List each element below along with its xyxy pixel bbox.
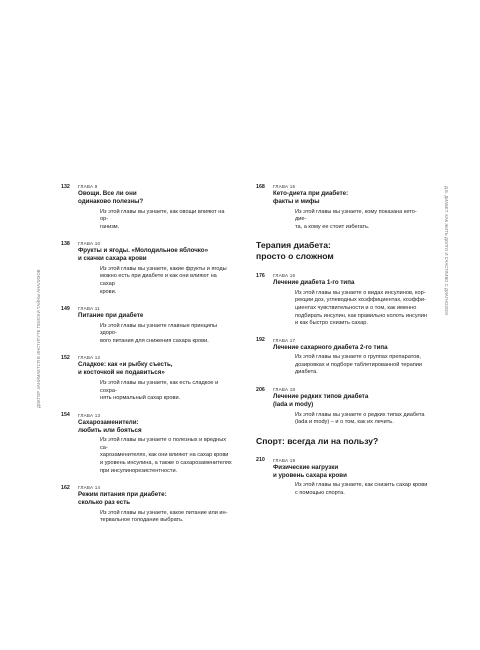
chapter-title-line: Режим питания при диабете:: [78, 491, 167, 499]
chapter-label: ГЛАВА 15: [273, 184, 296, 189]
chapter-description: [78, 437, 233, 475]
page-number: 149: [61, 305, 70, 312]
toc-entry-body: [273, 457, 428, 498]
description-line: крови.: [100, 288, 117, 295]
chapter-description: [273, 482, 428, 497]
chapter-title-line: Фрукты и ягоды. «Молодильное яблочко»: [78, 247, 209, 255]
description-line: Из этой главы вы узнаете о группах препаратов,: [295, 354, 421, 361]
description-line: Из этой главы вы узнаете о видах инсулинов, кор-: [295, 289, 426, 296]
page-number: 138: [61, 240, 70, 247]
toc-entry-body: [78, 240, 233, 296]
chapter-label: ГЛАВА 18: [273, 387, 296, 393]
chapter-title-line: Лечение диабета 1-го типа: [273, 279, 355, 287]
chapter-label: ГЛАВА 11: [78, 306, 100, 312]
description-line: Из этой главы вы узнаете, как овощи влияют на ор-: [100, 208, 225, 223]
chapter-title: [273, 344, 428, 352]
chapter-description: [78, 510, 233, 525]
description-line: с помощью спорта.: [295, 489, 345, 496]
chapter-title: [78, 190, 233, 206]
chapter-title: [273, 393, 428, 409]
description-line: Из этой главы вы узнаете о полезных и вредных са-: [100, 437, 227, 451]
toc-entry: [61, 412, 233, 475]
description-line: вого питания для снижения сахара крови.: [100, 337, 209, 344]
page-number: 176: [256, 272, 265, 279]
toc-entry-body: [273, 183, 428, 231]
chapter-title-line: сколько раз есть: [78, 499, 131, 507]
description-line: Из этой главы вы узнаете, какое питание или ин-: [100, 509, 228, 516]
chapter-description: [273, 209, 428, 232]
toc-entry: [61, 183, 233, 231]
chapter-label: ГЛАВА 19: [273, 457, 296, 463]
toc-entry: [256, 457, 428, 498]
toc-entry-body: [273, 337, 428, 377]
description-line: харозаменителях, как они влияют на сахар крови: [100, 452, 229, 459]
description-line: можно есть при диабете и как они влияют на сахар: [100, 273, 217, 287]
chapter-description: [273, 354, 428, 377]
toc-entry: [256, 183, 428, 231]
chapter-label: ГЛАВА 9: [78, 184, 98, 189]
description-line: Из этой главы вы узнаете, как есть сладкое и сохра-: [100, 379, 219, 394]
chapter-label: ГЛАВА 14: [78, 485, 101, 491]
chapter-title-line: Лечение сахарного диабета 2-го типа: [273, 343, 388, 351]
page-number: 132: [61, 183, 70, 190]
chapter-title-line: и уровень сахара крови: [273, 471, 347, 479]
description-line: и как быстро снизить сахар.: [295, 320, 368, 327]
chapter-label: ГЛАВА 10: [78, 241, 101, 247]
section-heading-sport: [256, 436, 428, 447]
chapter-title-line: Сахарозаменители:: [78, 418, 139, 426]
chapter-label: ГЛАВА 17: [273, 337, 296, 343]
chapter-description: [273, 412, 428, 427]
toc-entry: [256, 272, 428, 327]
chapter-label: ГЛАВА 13: [78, 412, 101, 418]
chapter-title-line: Сладкое: как «и рыбку съесть,: [78, 361, 173, 369]
chapter-title: [78, 247, 233, 263]
side-running-text-left: ДОКТОР ЗАНИМАЕТСЯ В ИНСТИТУТЕ ПОИСКИ ТАЙНЫ АНАЛИЗОВ: [36, 269, 41, 408]
toc-entry: [256, 386, 428, 427]
toc-right-column: [256, 183, 428, 506]
page-number: 152: [61, 354, 70, 361]
description-line: дозировках и подборе таблетированной терапии: [295, 361, 423, 368]
chapter-description: [78, 380, 233, 403]
chapter-title-line: Лечение редких типов диабета: [273, 393, 369, 401]
description-line: диабета.: [295, 369, 318, 376]
toc-entry-body: [78, 305, 233, 345]
chapter-title: [273, 190, 428, 206]
description-line: при инсулинорезистентности.: [100, 467, 178, 474]
description-line: рекции доз, углеводных коэффициентах, коэффи-: [295, 297, 426, 304]
chapter-title-line: и косточкой не подавиться»: [78, 369, 165, 377]
chapter-title-line: любить или бояться: [78, 426, 142, 434]
section-heading-line: просто о сложном: [256, 251, 334, 262]
chapter-description: [78, 266, 233, 296]
chapter-title-line: одинаково полезны?: [78, 198, 144, 205]
toc-entry-body: [78, 354, 233, 402]
chapter-title: [78, 361, 233, 377]
description-line: Из этой главы вы узнаете главные принципы здоро-: [100, 322, 217, 337]
description-line: тервальное голодание выбрать.: [100, 517, 184, 524]
section-heading-line: Спорт: всегда ли на пользу?: [256, 435, 379, 446]
chapter-title: [273, 279, 428, 287]
description-line: подбирать инсулин, как правильно колоть инсулин: [295, 312, 427, 319]
chapter-title-line: Физические нагрузки: [273, 463, 339, 471]
toc-entry-body: [273, 386, 428, 427]
toc-entry: [256, 337, 428, 377]
page-number: 154: [61, 412, 70, 419]
chapter-description: [78, 209, 233, 232]
description-line: нять нормальный сахар крови.: [100, 395, 181, 402]
section-heading-line: Терапия диабета:: [256, 240, 331, 251]
toc-entry-body: [78, 412, 233, 475]
chapter-description: [78, 323, 233, 346]
side-running-text-right: Д.Б. ДИАБЕТ. КАК ЖИТЬ ДОЛГО И СЧАСТЛИВО С ДИАГНОЗОМ: [444, 186, 449, 315]
chapter-description: [273, 290, 428, 328]
page-number: 162: [61, 484, 70, 491]
description-line: циентах чувствительности и о том, как именно: [295, 304, 417, 311]
description-line: ганизм.: [100, 223, 120, 230]
toc-entry-body: [273, 272, 428, 327]
description-line: Из этой главы вы узнаете о редких типах диабета: [295, 411, 425, 418]
toc-entry-body: [78, 183, 233, 231]
chapter-title-line: Овощи. Все ли они: [78, 190, 137, 197]
description-line: (lada и mody) – и о том, как их лечить.: [295, 419, 394, 426]
chapter-title: [78, 419, 233, 435]
section-heading-therapy: [256, 240, 428, 262]
page-number: 168: [256, 183, 265, 190]
toc-left-column: [61, 183, 233, 534]
chapter-title-line: Кето-диета при диабете:: [273, 190, 349, 197]
toc-entry: [61, 354, 233, 402]
page-number: 206: [256, 386, 265, 393]
description-line: Из этой главы вы узнаете, как снизить сахар крови: [295, 482, 428, 489]
toc-entry-body: [78, 484, 233, 525]
chapter-title-line: факты и мифы: [273, 198, 320, 205]
page-number: 210: [256, 457, 265, 464]
chapter-title: [78, 312, 233, 320]
chapter-label: ГЛАВА 16: [273, 273, 296, 279]
toc-entry: [61, 240, 233, 296]
toc-entry: [61, 305, 233, 345]
chapter-title-line: Питание при диабете: [78, 312, 144, 320]
description-line: и уровень инсулина, а также о сахарозаменителях: [100, 460, 232, 466]
chapter-title-line: и скачки сахара крови: [78, 255, 147, 263]
description-line: та, а кому ее стоит избегать.: [295, 223, 370, 230]
page-number: 192: [256, 337, 265, 344]
description-line: Из этой главы вы узнаете, кому показана кето-дие-: [295, 208, 417, 223]
chapter-label: ГЛАВА 12: [78, 355, 101, 361]
description-line: Из этой главы вы узнаете, какие фрукты и ягоды: [100, 265, 227, 272]
chapter-title: [273, 464, 428, 480]
toc-entry: [61, 484, 233, 525]
chapter-title-line: (lada и mody): [273, 401, 314, 409]
chapter-title: [78, 491, 233, 507]
